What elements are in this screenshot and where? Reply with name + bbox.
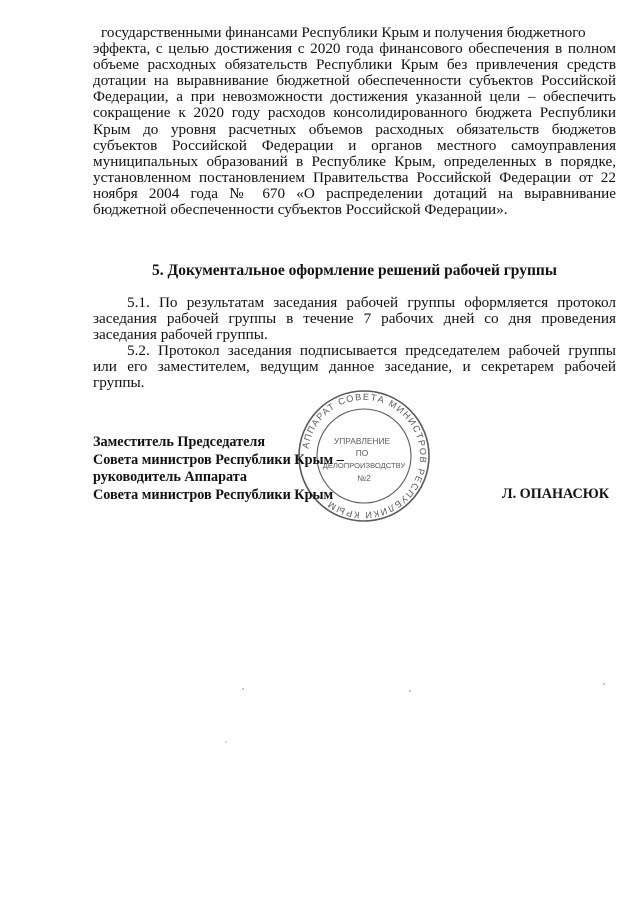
stamp-line-4: №2 bbox=[357, 473, 371, 483]
stamp-line-3: ДЕЛОПРОИЗВОДСТВУ bbox=[322, 461, 406, 470]
stamp-line-1: УПРАВЛЕНИЕ bbox=[333, 436, 391, 446]
intro-paragraph bbox=[93, 25, 616, 218]
paragraph-5-2: 5.2. Протокол заседания подписывается председателем рабочей группы или его заместителем, ведущим данное заседание, и секретарем рабочей группы. bbox=[93, 342, 616, 392]
signatory-line-1: Заместитель Председателя bbox=[93, 434, 266, 450]
stamp-outer-text: АППАРАТ СОВЕТА МИНИСТРОВ РЕСПУБЛИКИ КРЫМ bbox=[300, 391, 429, 521]
signatory-line-4: Совета министров Республики Крым bbox=[93, 486, 334, 503]
signatory-line-2: Совета министров Республики Крым – bbox=[93, 451, 344, 468]
paragraph-5-1: 5.1. По результатам заседания рабочей группы оформляется протокол заседания рабочей группы в течение 7 рабочих дней со дня проведения заседания рабочей группы. bbox=[93, 294, 616, 344]
section-body bbox=[93, 295, 616, 392]
section-heading: 5. Документальное оформление решений рабочей группы bbox=[152, 262, 557, 279]
stamp-line-2: ПО bbox=[355, 448, 369, 458]
signatory-name: Л. ОПАНАСЮК bbox=[502, 486, 610, 502]
intro-first-line: государственными финансами Республики Крым и получения бюджетного bbox=[101, 24, 586, 41]
signatory-title bbox=[93, 434, 344, 504]
signatory-line-3: руководитель Аппарата bbox=[93, 469, 247, 485]
intro-rest: эффекта, с целью достижения с 2020 года финансового обеспечения в полном объеме расходных обязательств Республики Крым без привлечения средств дотации на выравнивание бюджетной обеспеченности субъектов Российской Федерации, а при невозможности достижения указанной цели – обеспечить сокращение к 2020 году расходов консолидированного бюджета Республики Крым до уровня расчетных объемов расходных обязательств бюджетов субъектов Российской Федерации и органов местного самоуправления муниципальных образований в Республике Крым, определенных в порядке, установленном постановлением Правительства Российской Федерации от 22 ноября 2004 года № 670 «О распределении дотаций на выравнивание бюджетной обеспеченности субъектов Российской Федерации». bbox=[93, 40, 616, 219]
